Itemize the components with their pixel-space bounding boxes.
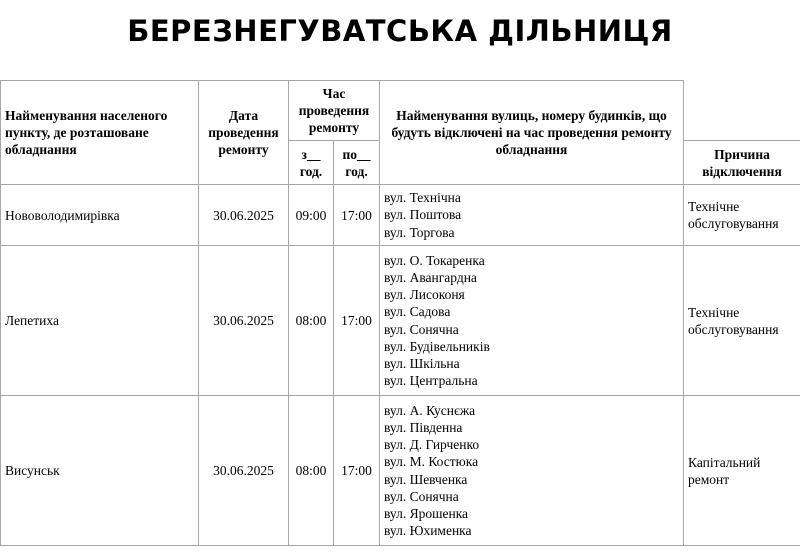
- street-item: вул. Садова: [384, 304, 451, 320]
- street-item: вул. Д. Гирченко: [384, 437, 480, 453]
- schedule-table: [0, 80, 800, 546]
- header-streets: Найменування вулиць, номеру будинків, що будуть відключені на час проведення ремонту обладнання: [380, 81, 684, 185]
- date-cell: 30.06.2025: [199, 246, 289, 396]
- header-reason: Причина відключення: [684, 141, 800, 185]
- header-from: з__ год.: [289, 141, 334, 185]
- date-cell: 30.06.2025: [199, 185, 289, 246]
- street-item: вул. Сонячна: [384, 321, 459, 337]
- from-cell: 08:00: [289, 396, 334, 546]
- street-item: вул. Технічна: [384, 190, 461, 206]
- header-time: Час проведення ремонту: [289, 81, 380, 141]
- locality-cell: Лепетиха: [1, 246, 199, 396]
- streets-cell: [380, 396, 684, 546]
- street-item: вул. Юхименка: [384, 523, 472, 539]
- table-row: [1, 185, 800, 246]
- street-item: вул. О. Токаренка: [384, 252, 485, 268]
- street-item: вул. Центральна: [384, 373, 478, 389]
- street-item: вул. М. Костюка: [384, 454, 479, 470]
- locality-cell: Нововолодимирівка: [1, 185, 199, 246]
- to-cell: 17:00: [334, 396, 380, 546]
- table-row: [1, 396, 800, 546]
- street-item: вул. Сонячна: [384, 488, 459, 504]
- street-item: вул. Шевченка: [384, 471, 468, 487]
- header-locality: Найменування населеного пункту, де розташоване обладнання: [1, 81, 199, 185]
- streets-cell: [380, 246, 684, 396]
- streets-cell: [380, 185, 684, 246]
- street-item: вул. А. Куснєжа: [384, 402, 476, 418]
- street-item: вул. Авангардна: [384, 269, 477, 285]
- street-item: вул. Поштова: [384, 207, 462, 223]
- street-item: вул. Торгова: [384, 224, 455, 240]
- reason-cell: Технічне обслуговування: [684, 246, 800, 396]
- from-cell: 09:00: [289, 185, 334, 246]
- street-item: вул. Південна: [384, 419, 463, 435]
- page-title: БЕРЕЗНЕГУВАТСЬКА ДІЛЬНИЦЯ: [127, 14, 673, 48]
- table-row: [1, 246, 800, 396]
- header-to: по__ год.: [334, 141, 380, 185]
- date-cell: 30.06.2025: [199, 396, 289, 546]
- locality-cell: Висунськ: [1, 396, 199, 546]
- header-reason-blank: [684, 81, 800, 141]
- to-cell: 17:00: [334, 246, 380, 396]
- header-row: [1, 81, 800, 141]
- street-item: вул. Будівельників: [384, 338, 490, 354]
- reason-cell: Технічне обслуговування: [684, 185, 800, 246]
- reason-cell: Капітальний ремонт: [684, 396, 800, 546]
- header-date: Дата проведення ремонту: [199, 81, 289, 185]
- street-item: вул. Ярошенка: [384, 505, 469, 521]
- from-cell: 08:00: [289, 246, 334, 396]
- street-item: вул. Шкільна: [384, 355, 460, 371]
- street-item: вул. Лисоконя: [384, 287, 465, 303]
- to-cell: 17:00: [334, 185, 380, 246]
